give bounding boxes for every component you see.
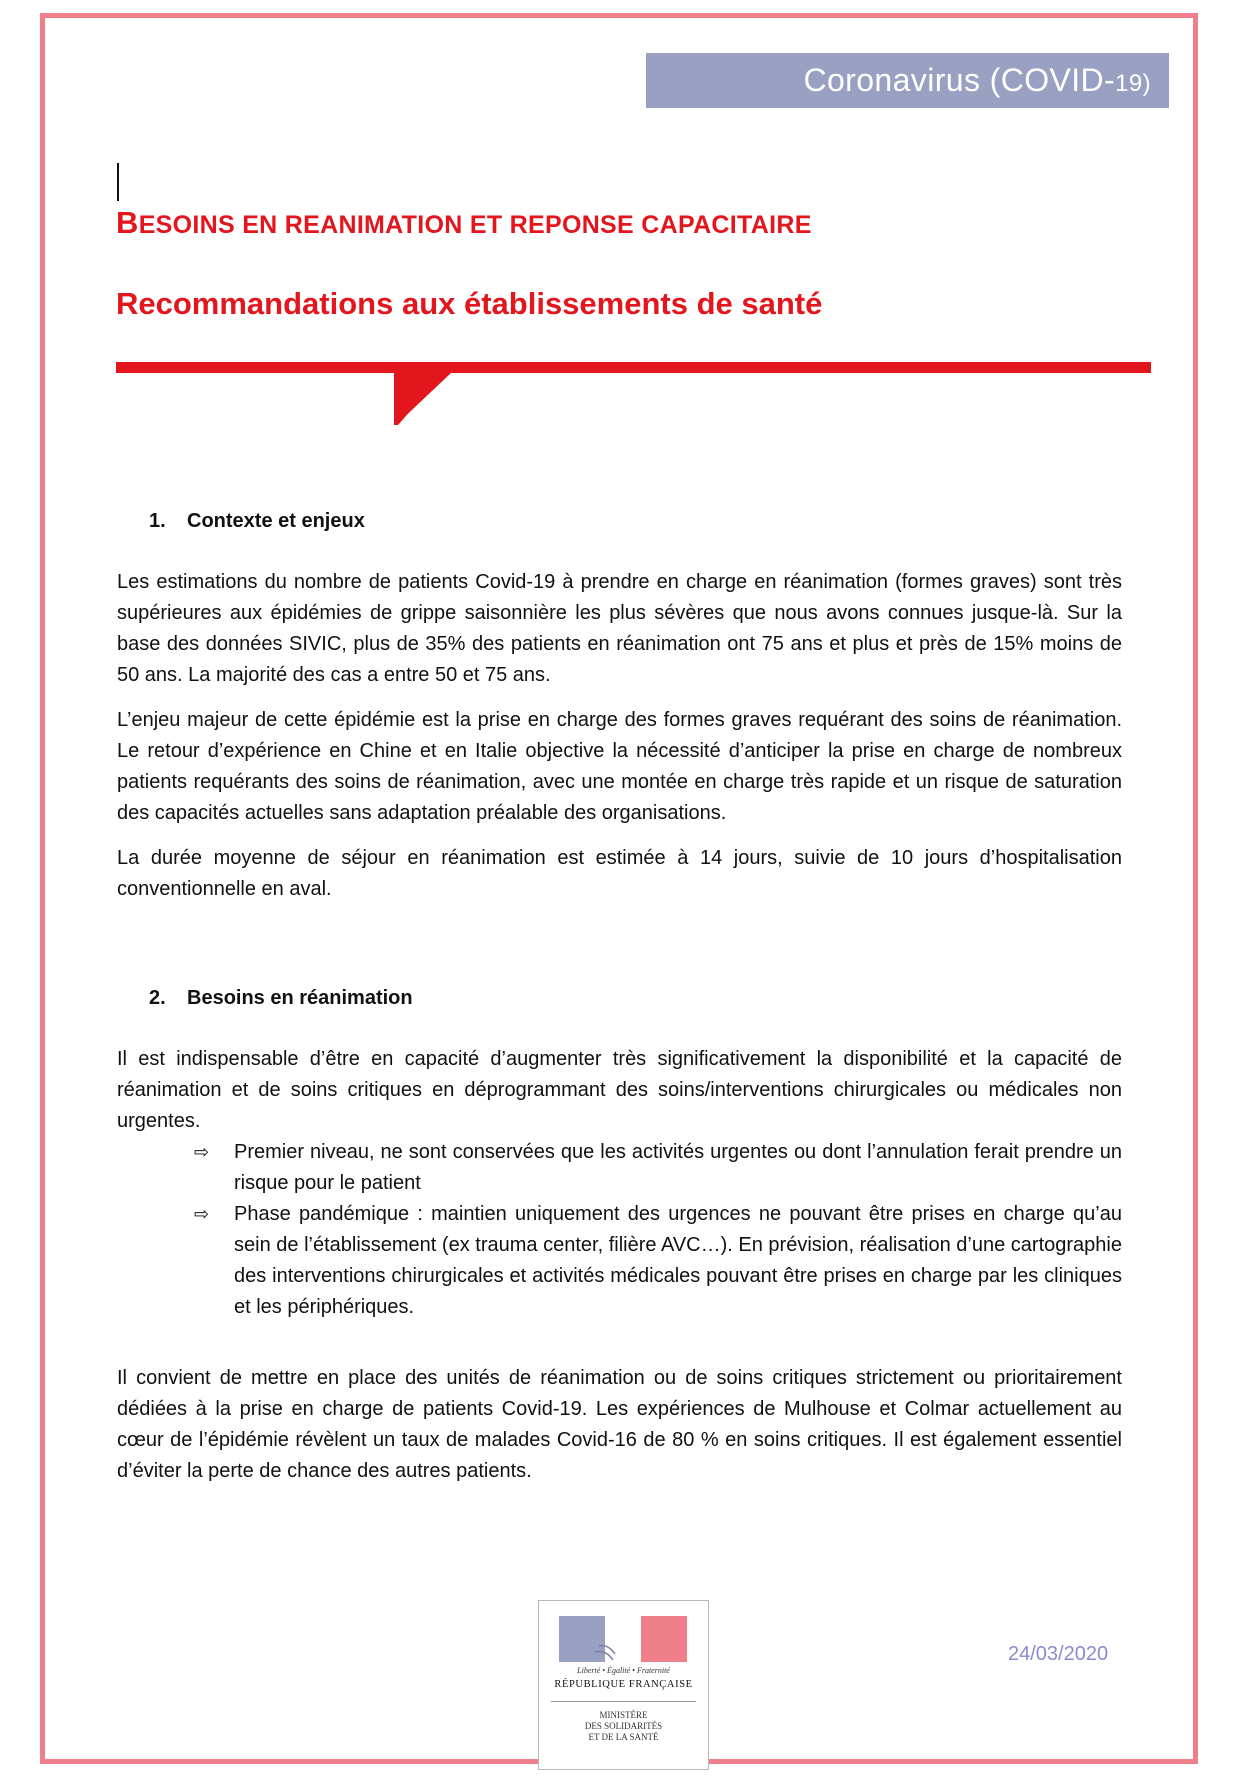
marianne-flag-icon xyxy=(559,1616,687,1662)
sub-title: Recommandations aux établissements de santé xyxy=(116,286,823,321)
document-body xyxy=(117,506,1122,1501)
ministry-logo xyxy=(538,1600,709,1770)
paragraph: Il convient de mettre en place des unités de réanimation ou de soins critiques strictement ou prioritairement dédiées à la prise en charge de patients Covid-19. Les expériences de Mulhouse et Colmar actuellement au cœur de l’épidémie révèlent un taux de malades Covid-16 de 80 % en soins critiques. Il est également essentiel d’éviter la perte de chance des autres patients. xyxy=(117,1367,1122,1482)
text-cursor xyxy=(117,163,119,201)
title-separator xyxy=(116,362,1151,432)
section-heading xyxy=(117,506,1122,537)
list-item xyxy=(192,1137,1122,1199)
logo-ministry-line: DES SOLIDARITÉS xyxy=(584,1721,663,1731)
paragraph: Il est indispensable d’être en capacité d’augmenter très significativement la disponibilité et la capacité de réanimation et de soins critiques en déprogrammant des soins/interventions chirurgicales ou médicales non urgentes. xyxy=(117,1048,1122,1132)
paragraph: Les estimations du nombre de patients Covid-19 à prendre en charge en réanimation (formes graves) sont très supérieures aux épidémies de grippe saisonnière les plus sévères que nous avons connues jusque-là. Sur la base des données SIVIC, plus de 35% des patients en réanimation ont 75 ans et plus et près de 15% moins de 50 ans. La majorité des cas a entre 50 et 75 ans. xyxy=(117,571,1122,686)
logo-ministry-line: ET DE LA SANTÉ xyxy=(588,1732,659,1742)
logo-divider xyxy=(551,1701,696,1702)
logo-republic: RÉPUBLIQUE FRANÇAISE xyxy=(554,1679,693,1690)
list-item-text: Phase pandémique : maintien uniquement des urgences ne pouvant être prises en charge qu’au sein de l’établissement (ex trauma center, filière AVC…). En prévision, réalisation d’une cartographie des interventions chirurgicales et activités médicales pouvant être prises en charge par les cliniques et les périphériques. xyxy=(234,1203,1122,1318)
main-title-rest: ESOINS EN REANIMATION ET REPONSE CAPACITAIRE xyxy=(138,211,812,239)
header-title-suffix: 19) xyxy=(1115,70,1151,97)
document-date: 24/03/2020 xyxy=(1008,1643,1109,1665)
logo-motto: Liberté • Égalité • Fraternité xyxy=(577,1666,670,1675)
section-title: Contexte et enjeux xyxy=(187,510,365,532)
list-item-text: Premier niveau, ne sont conservées que les activités urgentes ou dont l’annulation ferait prendre un risque pour le patient xyxy=(234,1141,1122,1194)
main-title xyxy=(116,205,812,241)
paragraph: L’enjeu majeur de cette épidémie est la prise en charge des formes graves requérant des soins de réanimation. Le retour d’expérience en Chine et en Italie objective la nécessité d’anticiper la prise en charge de nombreux patients requérants des soins de réanimation, avec une montée en charge très rapide et un risque de saturation des capacités actuelles sans adaptation préalable des organisations. xyxy=(117,709,1122,824)
hollow-right-arrow-icon: ⇨ xyxy=(194,1142,210,1163)
bullet-list xyxy=(117,1137,1122,1323)
list-item xyxy=(192,1199,1122,1323)
logo-ministry-line: MINISTÈRE xyxy=(599,1710,648,1720)
section-heading xyxy=(117,983,1122,1014)
main-title-initial: B xyxy=(116,205,139,240)
logo-ministry xyxy=(539,1710,708,1743)
section-title: Besoins en réanimation xyxy=(187,987,413,1009)
section-number: 2. xyxy=(149,987,166,1009)
header-band xyxy=(646,53,1169,108)
header-title: Coronavirus (COVID- xyxy=(803,62,1116,98)
section-number: 1. xyxy=(149,510,166,532)
hollow-right-arrow-icon: ⇨ xyxy=(194,1204,210,1225)
paragraph: La durée moyenne de séjour en réanimation est estimée à 14 jours, suivie de 10 jours d’hospitalisation conventionnelle en aval. xyxy=(117,847,1122,900)
